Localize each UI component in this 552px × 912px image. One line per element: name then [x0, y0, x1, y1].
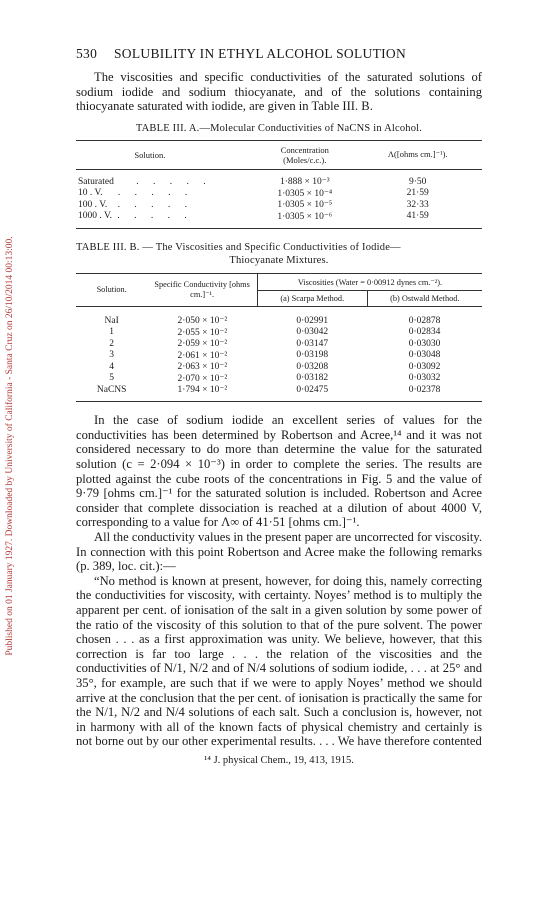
- cell-conductivity: 2·050 × 10⁻²: [177, 316, 228, 327]
- body-paragraph-2: All the conductivity values in the present paper are uncorrected for viscosity. In connection with this point Robertson and Acree make the following remarks (p. 389, loc. cit.):—: [76, 530, 482, 574]
- table-row: [76, 349, 482, 361]
- page-header: [76, 46, 482, 62]
- table-a-header-concentration: Concentration (Moles/c.c.).: [256, 140, 353, 169]
- cell-solution: 10 . V. . . . . .: [78, 188, 194, 199]
- table-b-caption-line1: TABLE III. B. — The Viscosities and Specific Conductivities of Iodide—: [76, 241, 401, 253]
- cell-conductivity: 2·055 × 10⁻²: [177, 327, 228, 338]
- cell-solution: NaI: [104, 315, 119, 326]
- cell-ostwald: 0·03032: [408, 373, 441, 384]
- cell-scarpa: 0·03042: [296, 327, 329, 338]
- table-b-header-conductivity: Specific Conductivity [ohms cm.]⁻¹.: [147, 273, 257, 306]
- cell-conductivity: 41·59: [353, 210, 482, 228]
- table-row: [76, 187, 482, 199]
- table-b-header-viscosities: Viscosities (Water = 0·00912 dynes cm.⁻²).: [257, 273, 482, 290]
- cell-solution: 2: [109, 338, 115, 349]
- cell-ostwald: 0·03048: [408, 350, 441, 361]
- cell-ostwald: 0·02834: [408, 327, 441, 338]
- cell-scarpa: 0·03182: [296, 373, 329, 384]
- page-number: 530: [76, 46, 98, 61]
- cell-conductivity: 2·070 × 10⁻²: [177, 373, 228, 384]
- table-b: [76, 273, 482, 403]
- table-row: [76, 306, 482, 326]
- cell-solution: 1000 . V. . . . . .: [76, 210, 224, 228]
- table-b-caption: [76, 241, 482, 267]
- quoted-paragraph: “No method is known at present, however, for doing this, namely correcting the conductivities for viscosity, with certainty. Noyes’ method is to multiply the apparent per cent. of ionisation of the salt in a given solution by some power of the ratio of the viscosity of this solution to that of the pure solvent. The power chosen . . . as a first approximation was unity. We believe, however, that this correction is far too large . . . the relation of the viscosities and the conductivities of N/1, N/2 and of N/4 solutions of sodium iodide, . . . at 25° and 35°, for example, are such that if we were to apply Noyes’ method we should arrive at the conclusion that the per cent. of ionisation is practically the same for the N/1, N/2 and N/4 solutions of each salt. Such a conclusion is, however, not in harmony with all of the known facts of physical chemistry and certainly is not borne out by our other experimental results. . . . We have therefore contented: [76, 573, 482, 749]
- cell-concentration: 1·888 × 10⁻³: [279, 177, 330, 188]
- download-watermark-text: Published on 01 January 1927. Downloaded by University of California - Santa Cruz on 26/10/2014 00:13:00.: [5, 236, 15, 656]
- table-b-caption-line2: Thiocyanate Mixtures.: [229, 254, 329, 266]
- cell-concentration: 1·0305 × 10⁻⁵: [277, 200, 333, 211]
- table-a: [76, 140, 482, 229]
- table-row: [76, 210, 482, 228]
- table-b-header-scarpa: (a) Scarpa Method.: [257, 290, 367, 306]
- cell-conductivity: 1·794 × 10⁻²: [147, 384, 257, 402]
- cell-solution: 1: [109, 327, 115, 338]
- cell-conductivity: 2·063 × 10⁻²: [177, 362, 228, 373]
- cell-ostwald: 0·02878: [408, 315, 441, 326]
- cell-conductivity: 32·33: [406, 199, 429, 210]
- cell-ostwald: 0·02378: [367, 384, 482, 402]
- table-row: [76, 384, 482, 402]
- cell-conductivity: 9·50: [409, 176, 427, 187]
- table-row: [76, 199, 482, 211]
- cell-scarpa: 0·02475: [257, 384, 367, 402]
- table-row: [76, 372, 482, 384]
- cell-scarpa: 0·03147: [296, 338, 329, 349]
- cell-solution: 5: [109, 373, 115, 384]
- cell-scarpa: 0·03208: [296, 361, 329, 372]
- download-watermark: [2, 96, 18, 796]
- table-b-header-solution: Solution.: [76, 273, 147, 306]
- cell-concentration: 1·0305 × 10⁻⁶: [256, 210, 353, 228]
- cell-conductivity: 2·059 × 10⁻²: [177, 339, 228, 350]
- footnote: ¹⁴ J. physical Chem., 19, 413, 1915.: [204, 754, 354, 766]
- table-row: [76, 169, 482, 187]
- cell-solution: 3: [109, 350, 115, 361]
- cell-solution: NaCNS: [76, 384, 147, 402]
- cell-conductivity: 2·061 × 10⁻²: [177, 350, 228, 361]
- table-row: [76, 326, 482, 338]
- table-a-caption: TABLE III. A.—Molecular Conductivities of NaCNS in Alcohol.: [135, 122, 423, 134]
- cell-solution: 100 . V. . . . . .: [78, 199, 193, 210]
- table-row: [76, 338, 482, 350]
- cell-ostwald: 0·03030: [408, 338, 441, 349]
- cell-scarpa: 0·02991: [296, 315, 329, 326]
- table-a-header-solution: Solution.: [76, 140, 224, 169]
- cell-ostwald: 0·03092: [408, 361, 441, 372]
- running-title: SOLUBILITY IN ETHYL ALCOHOL SOLUTION: [114, 46, 407, 61]
- body-paragraph-1: In the case of sodium iodide an excellent series of values for the conductivities has been determined by Robertson and Acree,¹⁴ and it was not considered necessary to do more than determine the value for the saturated solution (c = 2·094 × 10⁻³) in order to complete the series. The results are plotted against the cube roots of the concentrations in Fig. 5 and the value of 9·79 [ohms cm.]⁻¹ for the saturated solution is included. Robertson and Acree consider that complete dissociation is reached at a dilution of about 4000 V, corresponding to a value for Λ∞ of 41·51 [ohms cm.]⁻¹.: [76, 413, 482, 530]
- intro-paragraph: The viscosities and specific conductivities of the saturated solutions of sodium iodide and sodium thiocyanate, and of the solutions containing thiocyanate saturated with iodide, are given in Table III. B.: [76, 70, 482, 114]
- table-a-header-conductivity: Λ([ohms cm.]⁻¹).: [353, 140, 482, 169]
- cell-solution: 4: [109, 361, 115, 372]
- table-b-header-ostwald: (b) Ostwald Method.: [367, 290, 482, 306]
- table-row: [76, 361, 482, 373]
- cell-concentration: 1·0305 × 10⁻⁴: [277, 188, 333, 199]
- cell-conductivity: 21·59: [406, 188, 429, 199]
- cell-scarpa: 0·03198: [296, 350, 329, 361]
- cell-solution: Saturated . . . . .: [78, 176, 212, 187]
- document-page: [76, 46, 482, 766]
